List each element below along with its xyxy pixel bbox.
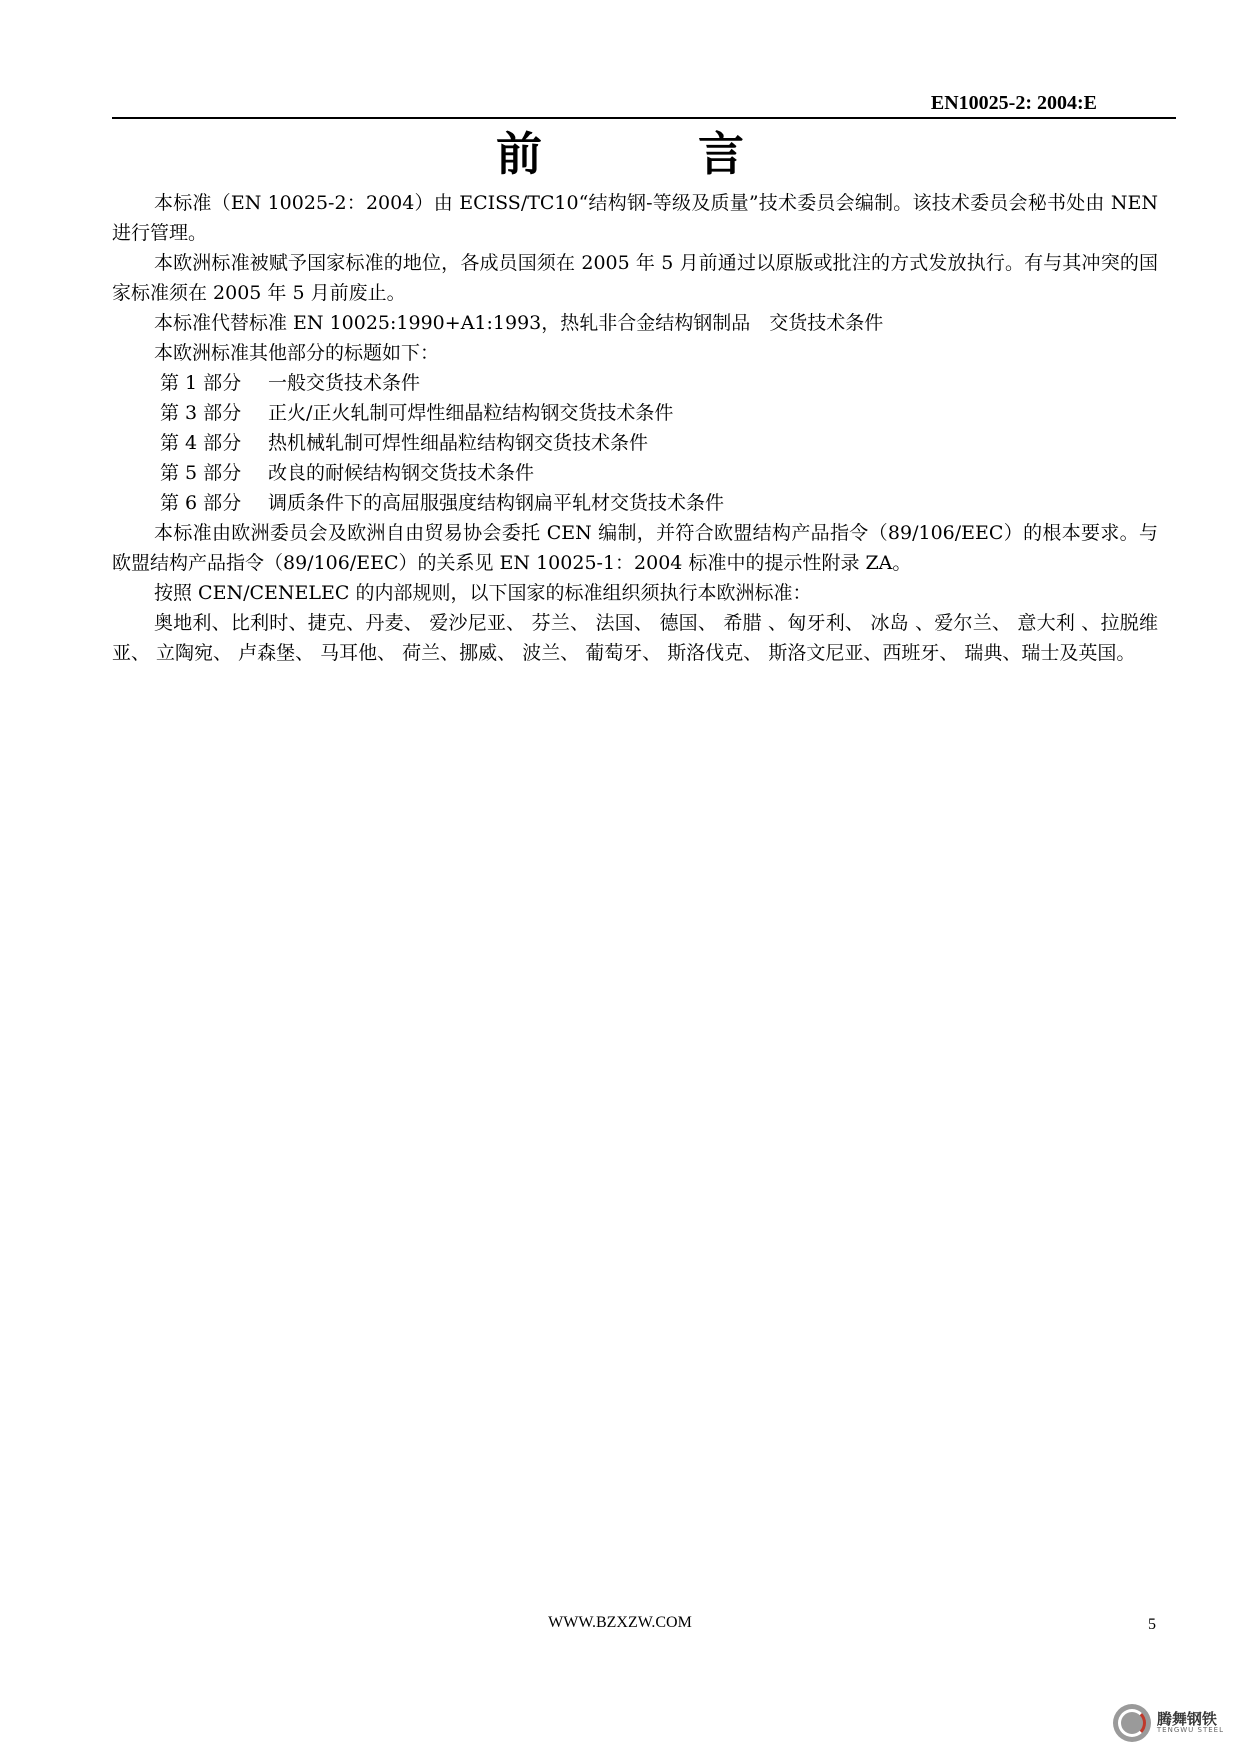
header-divider [112,117,1176,119]
footer-url: WWW.BZXZW.COM [548,1614,692,1631]
part-number: 第 5 部分 [160,462,242,484]
body-text [112,188,1158,668]
paragraph: 本标准（EN 10025-2：2004）由 ECISS/TC10“结构钢-等级及质量”技术委员会编制。该技术委员会秘书处由 NEN 进行管理。 [112,192,1158,244]
list-item [112,398,1158,428]
paragraph: 奥地利、比利时、捷克、丹麦、 爱沙尼亚、 芬兰、 法国、 德国、 希腊 、匈牙利、 冰岛 、爱尔兰、 意大利 、拉脱维亚、 立陶宛、 卢森堡、 马耳他、 荷兰、挪威、 波兰、 葡萄牙、 斯洛伐克、 斯洛文尼亚、西班牙、 瑞典、瑞士及英国。 [112,612,1158,664]
document-code: EN10025-2: 2004:E [930,92,1097,114]
part-title: 正火/正火轧制可焊性细晶粒结构钢交货技术条件 [268,402,674,424]
part-title: 一般交货技术条件 [268,372,421,394]
logo-icon [1113,1704,1151,1742]
list-item [112,488,1158,518]
list-item [112,458,1158,488]
part-title: 改良的耐候结构钢交货技术条件 [268,462,535,484]
paragraph: 本欧洲标准被赋予国家标准的地位，各成员国须在 2005 年 5 月前通过以原版或批注的方式发放执行。有与其冲突的国家标准须在 2005 年 5 月前废止。 [112,252,1158,304]
paragraph: 本欧洲标准其他部分的标题如下： [154,342,440,364]
brand-logo [1113,1704,1224,1742]
list-item [112,428,1158,458]
page-number: 5 [1148,1616,1156,1633]
logo-text-en: TENGWU STEEL [1156,1726,1224,1734]
paragraph: 本标准代替标准 EN 10025:1990+A1:1993，热轧非合金结构钢制品 交货技术条件 [154,312,884,334]
logo-text-cn: 腾舞钢铁 [1156,1710,1217,1728]
part-title: 热机械轧制可焊性细晶粒结构钢交货技术条件 [268,432,649,454]
page-title: 前 言 [495,127,814,181]
parts-list [112,368,1158,518]
list-item [112,368,1158,398]
part-number: 第 6 部分 [160,492,242,514]
part-number: 第 3 部分 [160,402,242,424]
part-number: 第 1 部分 [160,372,242,394]
paragraph: 按照 CEN/CENELEC 的内部规则，以下国家的标准组织须执行本欧洲标准： [154,582,812,604]
paragraph: 本标准由欧洲委员会及欧洲自由贸易协会委托 CEN 编制，并符合欧盟结构产品指令（89/106/EEC）的根本要求。与欧盟结构产品指令（89/106/EEC）的关系见 EN 10025-1：2004 标准中的提示性附录 ZA。 [112,522,1158,574]
part-title: 调质条件下的高屈服强度结构钢扁平轧材交货技术条件 [268,492,725,514]
part-number: 第 4 部分 [160,432,242,454]
